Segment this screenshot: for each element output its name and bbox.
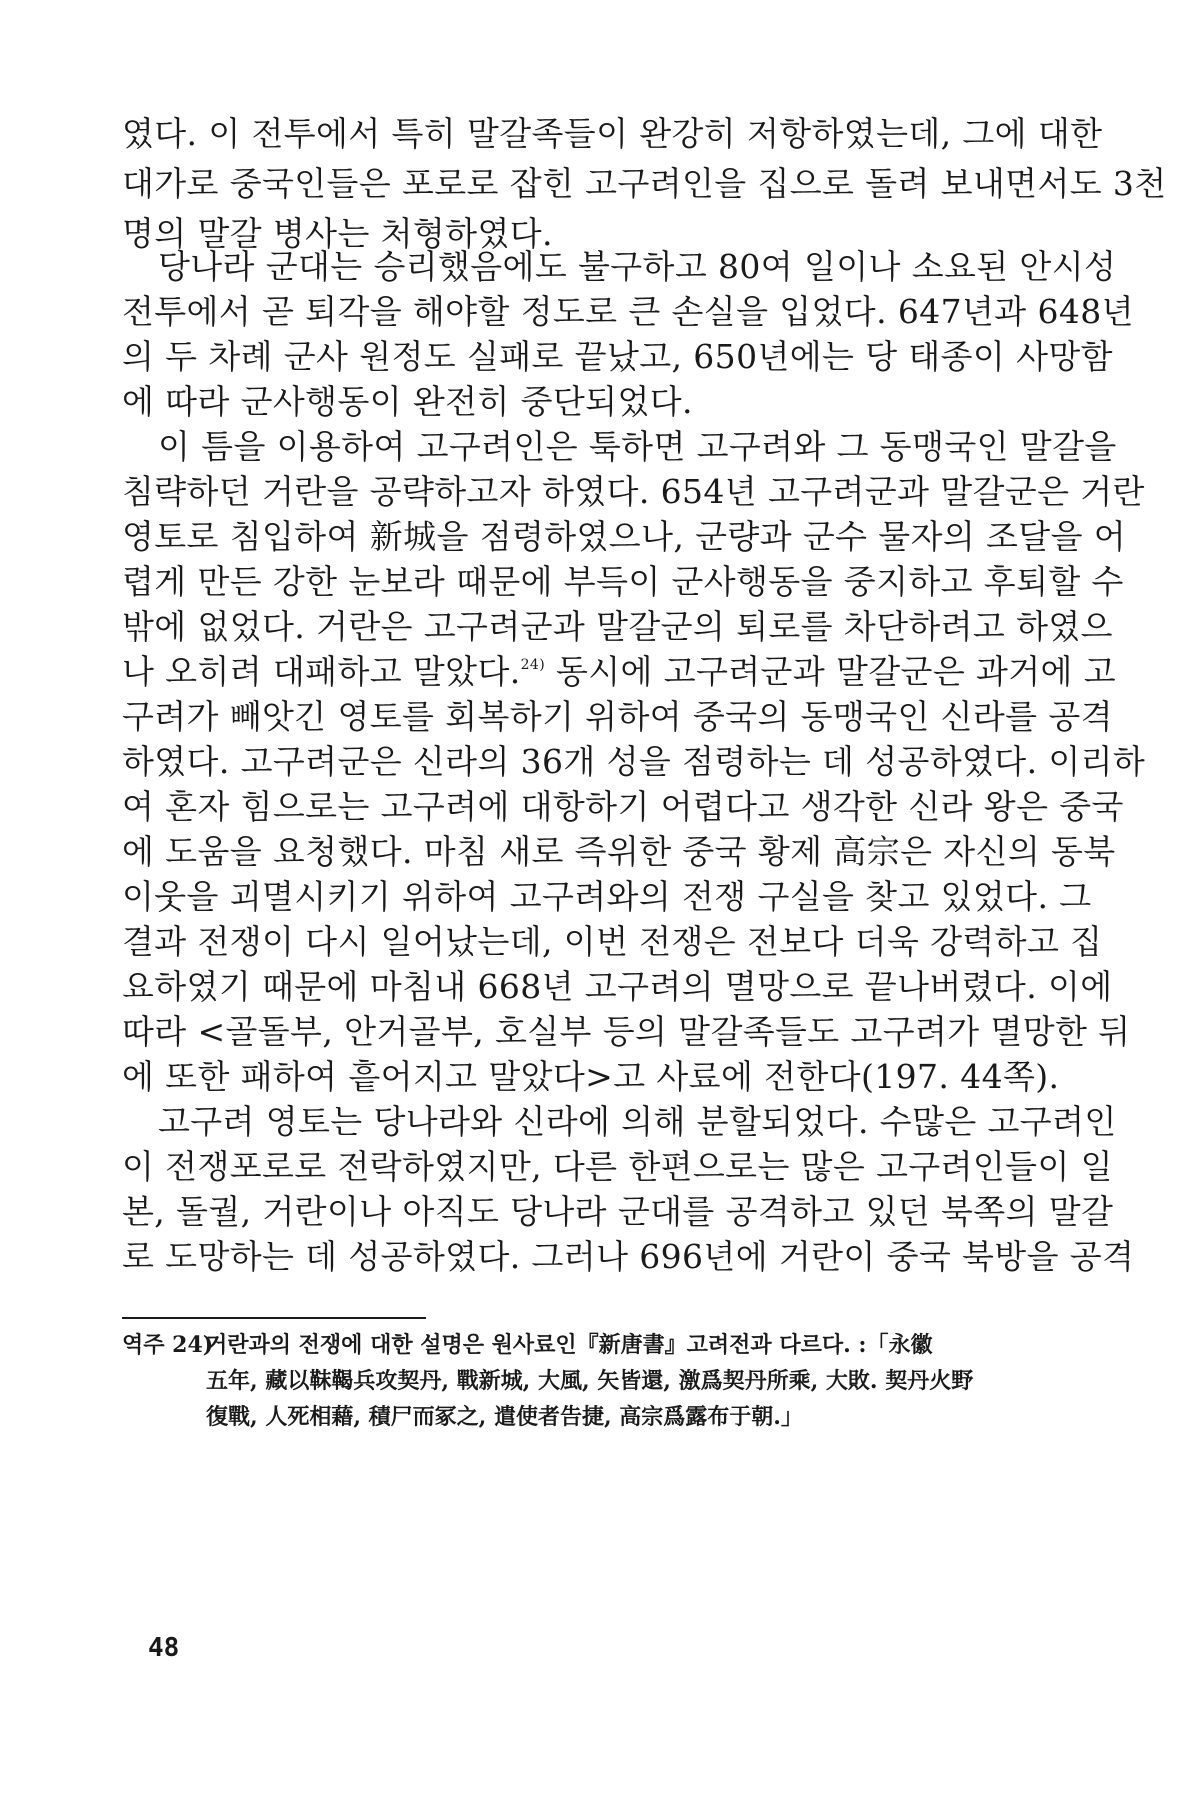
text-line: 본, 돌궐, 거란이나 아직도 당나라 군대를 공격하고 있던 북쪽의 말갈 (122, 1192, 1114, 1231)
footnote-divider (122, 1317, 426, 1319)
text-line: 전투에서 곧 퇴각을 해야할 정도로 큰 손실을 입었다. 647년과 648년 (122, 292, 1134, 331)
footnote-line (122, 1330, 1062, 1360)
text-line: 따라 <골돌부, 안거골부, 호실부 등의 말갈족들도 고구려가 멸망한 뒤 (122, 1012, 1131, 1051)
text-line: 결과 전쟁이 다시 일어났는데, 이번 전쟁은 전보다 더욱 강력하고 집 (122, 922, 1103, 961)
footnote-line: 復戰, 人死相藉, 積尸而冢之, 遣使者告捷, 高宗爲露布于朝.」 (206, 1404, 803, 1430)
text-line: 침략하던 거란을 공략하고자 하였다. 654년 고구려군과 말갈군은 거란 (122, 472, 1145, 511)
text-line: 에 도움을 요청했다. 마침 새로 즉위한 중국 황제 高宗은 자신의 동북 (122, 832, 1116, 871)
text-fragment: 나 오히려 대패하고 말았다. (122, 652, 521, 691)
text-line: 명의 말갈 병사는 처형하였다. (122, 214, 553, 253)
footnote-marker: 24) (520, 657, 546, 673)
text-line: 고구려 영토는 당나라와 신라에 의해 분할되었다. 수많은 고구려인 (158, 1102, 1117, 1141)
text-line: 에 또한 패하여 흩어지고 말았다>고 사료에 전한다(197. 44쪽). (122, 1057, 1060, 1096)
footnote-label: 역주 24) (122, 1332, 214, 1358)
text-line: 에 따라 군사행동이 완전히 중단되었다. (122, 382, 693, 421)
footnote-line: 五年, 藏以靺鞨兵攻契丹, 戰新城, 大風, 矢皆還, 激爲契丹所乘, 大敗. 契丹火野 (206, 1368, 974, 1394)
text-line: 대가로 중국인들은 포로로 잡힌 고구려인을 집으로 돌려 보내면서도 3천 (122, 164, 1167, 203)
text-line: 밖에 없었다. 거란은 고구려군과 말갈군의 퇴로를 차단하려고 하였으 (122, 607, 1113, 646)
text-line: 구려가 빼앗긴 영토를 회복하기 위하여 중국의 동맹국인 신라를 공격 (122, 697, 1113, 736)
text-line: 당나라 군대는 승리했음에도 불구하고 80여 일이나 소요된 안시성 (158, 247, 1117, 286)
text-line: 하였다. 고구려군은 신라의 36개 성을 점령하는 데 성공하였다. 이리하 (122, 742, 1146, 781)
text-line: 이 전쟁포로로 전락하였지만, 다른 한편으로는 많은 고구려인들이 일 (122, 1147, 1113, 1186)
page-number: 48 (148, 1633, 180, 1663)
text-line: 영토로 침입하여 新城을 점령하였으나, 군량과 군수 물자의 조달을 어 (122, 517, 1127, 556)
text-line: 였다. 이 전투에서 특히 말갈족들이 완강히 저항하였는데, 그에 대한 (122, 114, 1103, 153)
footnote-text: 거란과의 전쟁에 대한 설명은 원사료인『新唐書』고려전과 다르다. :「永徽 (206, 1332, 933, 1358)
text-line: 여 혼자 힘으로는 고구려에 대항하기 어렵다고 생각한 신라 왕은 중국 (122, 787, 1124, 826)
text-line: 로 도망하는 데 성공하였다. 그러나 696년에 거란이 중국 북방을 공격 (122, 1237, 1135, 1276)
text-line: 렵게 만든 강한 눈보라 때문에 부득이 군사행동을 중지하고 후퇴할 수 (122, 562, 1124, 601)
text-line: 이웃을 괴멸시키기 위하여 고구려와의 전쟁 구실을 찾고 있었다. 그 (122, 877, 1092, 916)
text-line: 요하였기 때문에 마침내 668년 고구려의 멸망으로 끝나버렸다. 이에 (122, 967, 1113, 1006)
text-line: 이 틈을 이용하여 고구려인은 툭하면 고구려와 그 동맹국인 말갈을 (158, 427, 1117, 466)
text-fragment: 동시에 고구려군과 말갈군은 과거에 고 (556, 652, 1117, 691)
text-line (122, 650, 1117, 694)
text-line: 의 두 차례 군사 원정도 실패로 끝났고, 650년에는 당 태종이 사망함 (122, 337, 1113, 376)
